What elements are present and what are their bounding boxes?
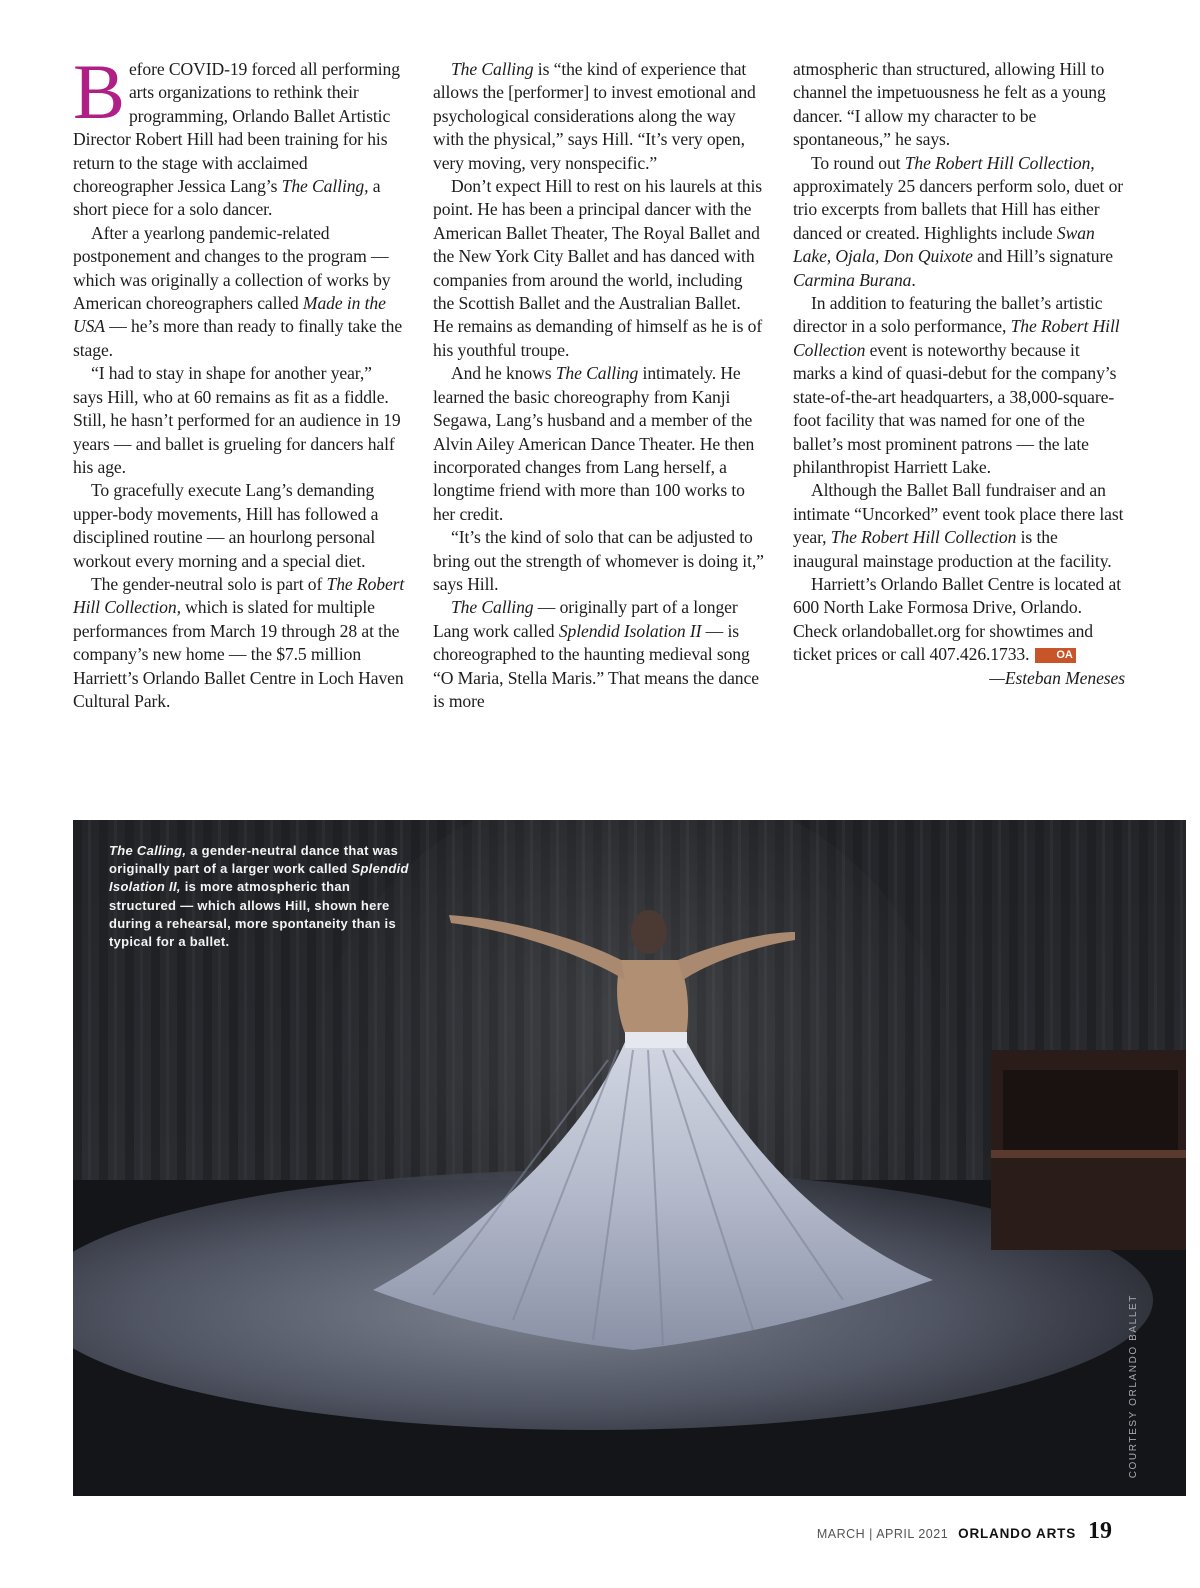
text-italic: Made in the USA — [73, 293, 386, 337]
paragraph — [793, 292, 1125, 479]
paragraph — [793, 573, 1125, 667]
text-italic: The Robert Hill Collection — [830, 527, 1017, 548]
text: To round out — [811, 152, 905, 173]
byline: —Esteban Meneses — [989, 667, 1125, 688]
paragraph — [73, 573, 405, 713]
text: After a yearlong pandemic-related postponement and changes to the program — which was originally a collection of works by American choreographers called — [73, 222, 391, 314]
text-italic: The Calling — [451, 597, 534, 618]
text: efore COVID-19 forced all performing arts organizations to rethink their programming, Orlando Ballet Artistic Director Robert Hill had been training for his return to the stage with acclaimed choreographer Jessica Lang’s — [73, 59, 400, 197]
drop-cap: B — [73, 48, 125, 135]
text: And he knows — [451, 363, 556, 384]
paragraph — [73, 222, 405, 362]
article-column-2 — [433, 58, 765, 803]
magazine-name: ORLANDO ARTS — [958, 1526, 1076, 1541]
text-italic: The Calling, — [281, 176, 369, 197]
text-italic: Carmina Burana — [793, 269, 912, 290]
caption-text: a gender-neutral dance that was originally part of a larger work called — [109, 843, 399, 877]
text: and Hill’s signature — [972, 246, 1113, 267]
paragraph — [433, 362, 765, 526]
text: Although the Ballet Ball fundraiser and an intimate “Uncorked” event took place there last year, — [793, 480, 1124, 548]
text: event is noteworthy because it marks a kind of quasi-debut for the company’s state-of-the-art headquarters, a 38,000-square-foot facility that was named for one of the ballet’s most prominent patrons — the late philanthropist Harriett Lake. — [793, 339, 1117, 477]
paragraph — [433, 58, 765, 175]
text: — originally part of a longer Lang work called — [433, 597, 738, 641]
text: In addition to featuring the ballet’s artistic director in a solo performance, — [793, 293, 1103, 337]
text-italic: Splendid Isolation II — [558, 620, 702, 641]
page-number: 19 — [1088, 1518, 1112, 1544]
article-body — [73, 48, 1125, 803]
paragraph — [793, 479, 1125, 573]
caption-text: is more atmospheric than structured — which allows Hill, shown here during a rehearsal, more spontaneity than is typical for a ballet. — [109, 879, 396, 950]
caption-italic: The Calling, — [109, 843, 187, 858]
photo-caption — [109, 842, 419, 951]
text: approximately 25 dancers perform solo, duet or trio excerpts from ballets that Hill has either danced or created. Highlights include — [793, 176, 1124, 243]
paragraph — [73, 48, 405, 222]
dancer-photo — [73, 820, 1186, 1496]
page-footer — [817, 1518, 1112, 1545]
text: a short piece for a solo dancer. — [73, 176, 381, 220]
text: — is choreographed to the haunting medieval song “O Maria, Stella Maris.” That means the dance is more — [433, 620, 759, 711]
text-italic: The Robert Hill Collection, — [904, 152, 1095, 173]
end-mark-badge: OA — [1035, 648, 1075, 663]
article-column-1 — [73, 48, 405, 803]
text: intimately. He learned the basic choreography from Kanji Segawa, Lang’s husband and a member of the Alvin Ailey American Dance Theater. He then incorporated changes from Lang herself, a longtime friend with more than 100 works to her credit. — [433, 363, 755, 524]
paragraph — [433, 596, 765, 713]
paragraph: atmospheric than structured, allowing Hill to channel the impetuousness he felt as a young dancer. “I allow my character to be spontaneous,” he says. — [793, 59, 1106, 150]
paragraph: “I had to stay in shape for another year,” says Hill, who at 60 remains as fit as a fiddle. Still, he hasn’t performed for an audience in 19 years — and ballet is grueling for dancers half his age. — [73, 363, 401, 477]
photo-credit: COURTESY ORLANDO BALLET — [1128, 1293, 1139, 1478]
text: is “the kind of experience that allows the [performer] to invest emotional and psychological considerations along the way with the physical,” says Hill. “It’s very open, very moving, very nonspecific.” — [433, 59, 756, 173]
issue-date: MARCH | APRIL 2021 — [816, 1527, 949, 1541]
article-column-3 — [793, 58, 1125, 803]
text-italic: Swan Lake, Ojala, Don Quixote — [793, 222, 1095, 267]
paragraph: To gracefully execute Lang’s demanding upper-body movements, Hill has followed a disciplined routine — an hourlong personal workout every morning and a special diet. — [73, 480, 379, 571]
text: . — [911, 269, 916, 290]
caption-italic: Splendid Isolation II, — [109, 861, 409, 895]
text: is the inaugural mainstage production at the facility. — [793, 527, 1112, 571]
paragraph: Don’t expect Hill to rest on his laurels at this point. He has been a principal dancer with the American Ballet Theater, The Royal Ballet and the New York City Ballet and has danced with companies from around the world, including the Scottish Ballet and the Australian Ballet. He remains as demanding of himself as he is of his youthful troupe. — [433, 176, 763, 360]
text-italic: The Calling — [451, 59, 534, 79]
text: Harriett’s Orlando Ballet Centre is located at 600 North Lake Formosa Drive, Orlando. Check orlandoballet.org for showtimes and ticket prices or call 407.426.1733. — [793, 573, 1122, 665]
text-italic: The Robert Hill Collection — [793, 316, 1120, 360]
text: — he’s more than ready to finally take the stage. — [73, 316, 403, 360]
text: The gender-neutral solo is part of — [91, 573, 327, 594]
paragraph: “It’s the kind of solo that can be adjusted to bring out the strength of whomever is doing it,” says Hill. — [433, 527, 764, 594]
text-italic: The Calling — [555, 363, 639, 384]
paragraph — [793, 152, 1125, 292]
text: which is slated for multiple performances from March 19 through 28 at the company’s new home — the $7.5 million Harriett’s Orlando Ballet Centre in Loch Haven Cultural Park. — [73, 597, 404, 711]
text-italic: The Robert Hill Collection, — [73, 573, 405, 618]
